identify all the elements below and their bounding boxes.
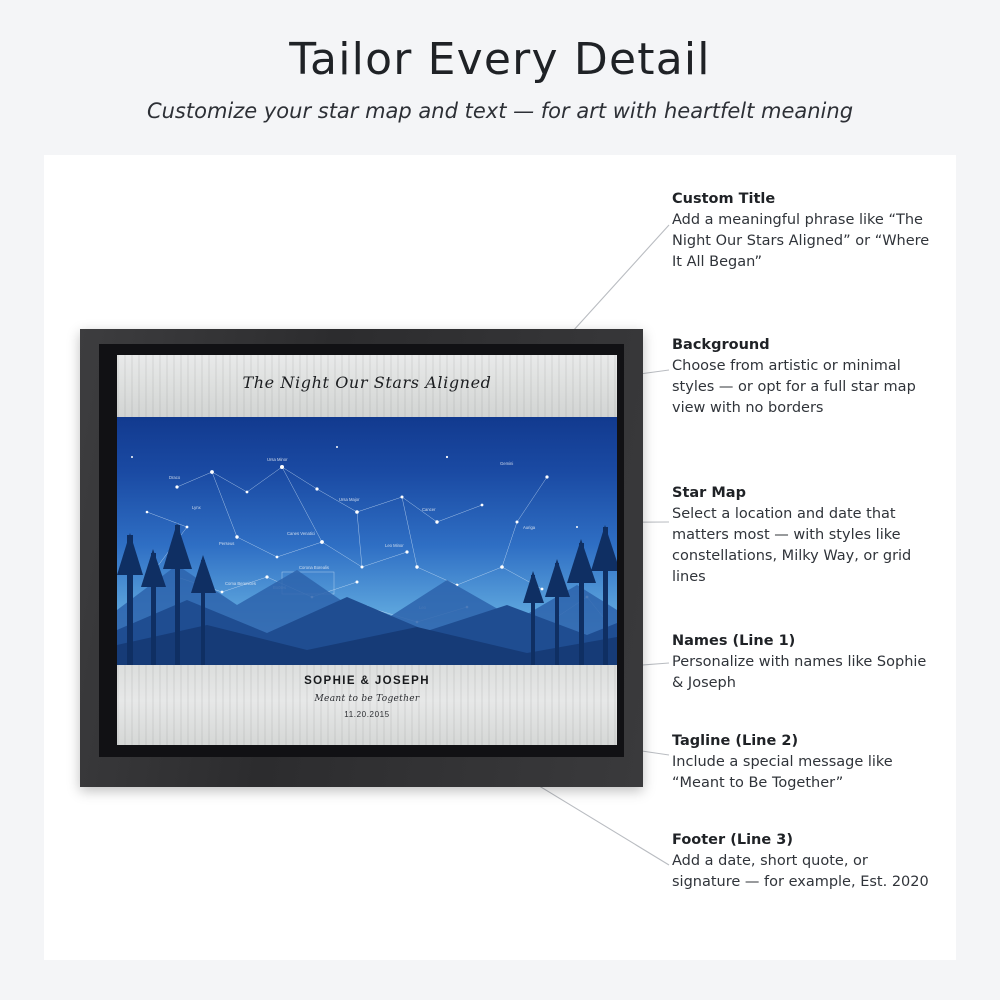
annotation-body: Choose from artistic or minimal styles — or opt for a full star map view with no borders — [672, 358, 916, 417]
star-map-print — [117, 355, 617, 745]
svg-text:Leo Minor: Leo Minor — [385, 543, 404, 548]
svg-text:Ursa Major: Ursa Major — [339, 497, 360, 502]
annotation-tagline-line2 — [672, 733, 930, 794]
mountain-landscape — [117, 505, 617, 665]
annotation-custom-title — [672, 191, 930, 273]
annotation-footer-line3 — [672, 832, 930, 893]
svg-text:Ursa Minor: Ursa Minor — [267, 457, 288, 462]
annotation-body: Add a meaningful phrase like “The Night Our Stars Aligned” or “Where It All Began” — [672, 212, 930, 271]
annotation-title: Footer (Line 3) — [672, 832, 793, 848]
bottom-mat-band — [117, 665, 617, 745]
svg-text:Gemini: Gemini — [500, 461, 514, 466]
annotation-body: Personalize with names like Sophie & Joseph — [672, 654, 927, 692]
annotation-names-line1 — [672, 633, 930, 694]
annotation-title: Custom Title — [672, 191, 776, 207]
artwork-custom-title: The Night Our Stars Aligned — [242, 373, 492, 392]
page-title: Tailor Every Detail — [289, 34, 711, 85]
annotation-background — [672, 337, 930, 419]
svg-text:Corona Borealis: Corona Borealis — [299, 565, 330, 570]
annotation-body: Select a location and date that matters most — with styles like constellations, Milky Way, or grid lines — [672, 506, 912, 586]
artwork-tagline-line: Meant to be Together — [314, 694, 420, 704]
page-subtitle: Customize your star map and text — for art with heartfelt meaning — [146, 99, 854, 123]
artwork-footer-line: 11.20.2015 — [344, 710, 390, 719]
svg-text:Perseus: Perseus — [219, 541, 235, 546]
svg-text:Draco: Draco — [169, 475, 181, 480]
top-mat-band — [117, 355, 617, 417]
svg-text:Coma Berenices: Coma Berenices — [225, 581, 256, 586]
svg-text:Auriga: Auriga — [523, 525, 536, 530]
annotation-title: Background — [672, 337, 770, 353]
content-card — [44, 155, 956, 960]
annotation-body: Include a special message like “Meant to Be Together” — [672, 754, 893, 792]
annotation-title: Tagline (Line 2) — [672, 733, 799, 749]
svg-text:Canes Venatici: Canes Venatici — [287, 531, 315, 536]
svg-text:Lynx: Lynx — [192, 505, 201, 510]
annotation-title: Names (Line 1) — [672, 633, 796, 649]
artwork-names-line: SOPHIE & JOSEPH — [304, 675, 430, 687]
annotation-title: Star Map — [672, 485, 746, 501]
annotation-body: Add a date, short quote, or signature — for example, Est. 2020 — [672, 853, 929, 891]
framed-artwork — [80, 329, 643, 787]
svg-text:Cancer: Cancer — [422, 507, 436, 512]
annotation-star-map — [672, 485, 930, 588]
